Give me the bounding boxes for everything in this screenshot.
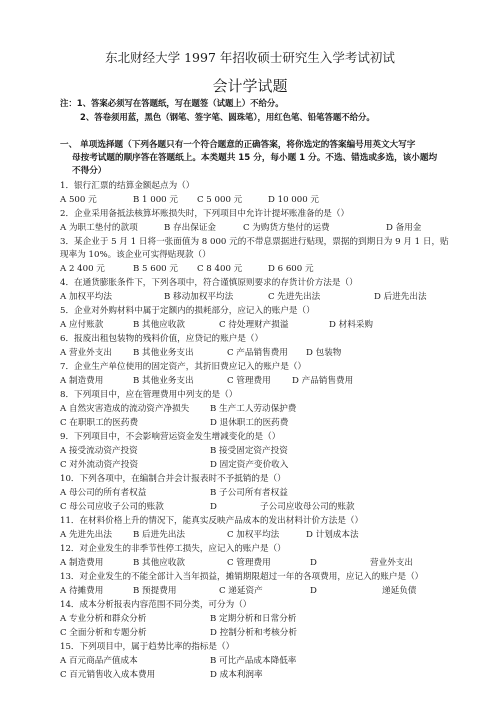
question-1-option-d: D 10 000 元 — [268, 195, 320, 205]
section-heading-line-1: 一、 单项选择题（下列各题只有一个符合题意的正确答案，将你选定的答案编号用英文大写字 — [60, 140, 416, 150]
question-1-option-c: C 5 000 元 — [197, 195, 243, 205]
question-4-option-d: D 后进先出法 — [374, 292, 427, 302]
question-10-option-c: C 母公司应收子公司的账款 — [60, 502, 164, 512]
question-1-option-b: B 1 000 元 — [133, 195, 178, 205]
question-3-option-b: B 5 600 元 — [133, 264, 178, 274]
question-7-option-c: C 管理费用 — [227, 376, 271, 386]
section-heading-line-3: 不得分） — [72, 166, 107, 176]
question-13-option-d: 递延负债 — [382, 586, 417, 596]
question-14-option-b: B 定期分析和日常分析 — [210, 614, 297, 624]
question-3-stem-continued: 现率为 10%。该企业可实得贴现款（） — [60, 250, 211, 260]
exam-subject: 会计学试题 — [212, 77, 288, 95]
question-8-option-d: D 退休职工的医药费 — [210, 418, 289, 428]
question-11-option-d: D 计划成本法 — [306, 530, 359, 540]
question-8-stem: 8．下列项目中，应在管理费用中列支的是（） — [60, 390, 238, 400]
question-9-option-b: B 接受固定资产投资 — [210, 446, 288, 456]
question-2-option-d: D 备用金 — [386, 223, 422, 233]
question-7-option-d: D 产品销售费用 — [292, 376, 354, 386]
question-14-option-c: C 全面分析和专题分析 — [60, 628, 147, 638]
note-1: 注：1、答案必须写在答题纸，写在题签（试题上）不给分。 — [60, 98, 284, 108]
question-2-stem: 2．企业采用备抵法核算坏账损失时，下列项目中允许计提坏账准备的是（） — [60, 209, 350, 219]
question-15-stem: 15．下列项目中，属于趋势比率的指标是（） — [60, 642, 235, 652]
question-14-stem: 14．成本分析报表内容范围不同分类，可分为（） — [60, 600, 252, 610]
question-1-option-a: A 500 元 — [60, 195, 97, 205]
question-10-option-a: A 母公司的所有者权益 — [60, 488, 147, 498]
question-2-option-a: A 为职工垫付的款项 — [60, 223, 138, 233]
question-12-option-c: C 管理费用 — [227, 558, 271, 568]
question-15-option-c: C 百元销售收入成本费用 — [60, 670, 156, 680]
question-14-option-d: D 控制分析和考核分析 — [210, 628, 297, 638]
question-7-stem: 7．企业生产单位使用的固定资产，其折旧费应记入的账户是（） — [60, 362, 307, 372]
question-7-option-b: B 其他业务支出 — [133, 376, 194, 386]
question-12-option-b: B 其他应收款 — [133, 558, 186, 568]
question-14-option-a: A 专业分析和群众分析 — [60, 614, 147, 624]
question-10-stem: 10．下列各项中，在编制合并会计报表时不予抵销的是（） — [60, 474, 286, 484]
question-8-option-b: B 生产工人劳动保护费 — [210, 404, 297, 414]
question-13-option-b: B 预提费用 — [133, 586, 177, 596]
question-4-option-c: C 先进先出法 — [268, 292, 321, 302]
question-2-option-b: B 存出保证金 — [164, 223, 217, 233]
question-11-stem: 11．在材料价格上升的情况下，能真实反映产品成本的发出材料计价方法是（） — [60, 516, 364, 526]
question-6-stem: 6．报废出租包装物的残料价值，应贷记的账户是（） — [60, 334, 264, 344]
exam-title: 东北财经大学 1997 年招收硕士研究生入学考试初试 — [105, 50, 395, 65]
question-15-option-a: A 百元商品产值成本 — [60, 656, 138, 666]
question-12-option-a: A 制造费用 — [60, 558, 104, 568]
question-4-stem: 4．在通货膨胀条件下，下列各项中，符合谨慎原则要求的存货计价方法是（） — [60, 278, 358, 288]
question-13-stem: 13．对企业发生的不能全部计入当年损益，摊销期限超过一年的各项费用，应记入的账户是（） — [60, 572, 424, 582]
question-6-option-b: B 其他业务支出 — [133, 348, 194, 358]
question-5-stem: 5．企业对外购材料中属于定额内的损耗部分，应记入的账户是（） — [60, 306, 315, 316]
question-9-option-a: A 接受流动资产投资 — [60, 446, 138, 456]
question-3-option-c: C 8 400 元 — [197, 264, 243, 274]
question-6-option-c: C 产品销售费用 — [227, 348, 288, 358]
question-5-option-c: C 待处理财产损溢 — [219, 320, 289, 330]
question-13-option-d-letter: D — [310, 586, 317, 596]
question-6-option-a: A 营业外支出 — [60, 348, 112, 358]
question-12-option-d: 营业外支出 — [370, 558, 413, 568]
question-4-option-b: B 移动加权平均法 — [164, 292, 234, 302]
question-11-option-a: A 先进先出法 — [60, 530, 112, 540]
question-11-option-c: C 加权平均法 — [227, 530, 280, 540]
question-3-option-a: A 2 400 元 — [60, 264, 105, 274]
question-9-stem: 9．下列项目中，不会影响营运资金发生增减变化的是（） — [60, 432, 281, 442]
question-7-option-a: A 制造费用 — [60, 376, 104, 386]
question-12-option-d-letter: D — [310, 558, 317, 568]
question-2-option-c: C 为购货方垫付的运费 — [243, 223, 330, 233]
question-6-option-d: D 包装物 — [306, 348, 342, 358]
question-3-stem: 3．某企业于 5 月 1 日将一张面值为 8 000 元的不带息票据进行贴现，票据的到期日为 9 月 1 日，贴 — [60, 237, 449, 247]
question-8-option-a: A 自然灾害造成的流动资产净损失 — [60, 404, 190, 414]
question-3-option-d: D 6 600 元 — [268, 264, 314, 274]
question-10-option-d-letter: D — [210, 502, 217, 512]
question-10-option-d: 子公司应收母公司的账款 — [260, 502, 355, 512]
question-9-option-d: D 固定资产变价收入 — [210, 460, 289, 470]
question-10-option-b: B 子公司所有者权益 — [210, 488, 288, 498]
question-5-option-a: A 应付账款 — [60, 320, 104, 330]
question-5-option-d: D 材料采购 — [329, 320, 373, 330]
question-13-option-a: A 待摊费用 — [60, 586, 104, 596]
question-5-option-b: B 其他应收款 — [133, 320, 186, 330]
section-heading-line-2: 母按考试题的顺序答在答题纸上。本类题共 15 分，每小题 1 分。不选、错选或多选，该小题均 — [72, 153, 438, 163]
question-13-option-c: C 递延资产 — [219, 586, 263, 596]
question-11-option-b: B 后进先出法 — [133, 530, 186, 540]
question-15-option-b: B 可比产品成本降低率 — [210, 656, 297, 666]
question-8-option-c: C 在职职工的医药费 — [60, 418, 139, 428]
question-12-stem: 12．对企业发生的非季节性停工损失，应记入的账户是（） — [60, 544, 286, 554]
question-1-stem: 1．银行汇票的结算金额起点为（） — [60, 181, 195, 191]
question-9-option-c: C 对外流动资产投资 — [60, 460, 139, 470]
question-4-option-a: A 加权平均法 — [60, 292, 112, 302]
note-2: 2、答卷须用蓝，黑色（钢笔、签字笔、圆珠笔），用红色笔、铅笔答题不给分。 — [80, 112, 375, 122]
question-15-option-d: D 成本利润率 — [210, 670, 263, 680]
